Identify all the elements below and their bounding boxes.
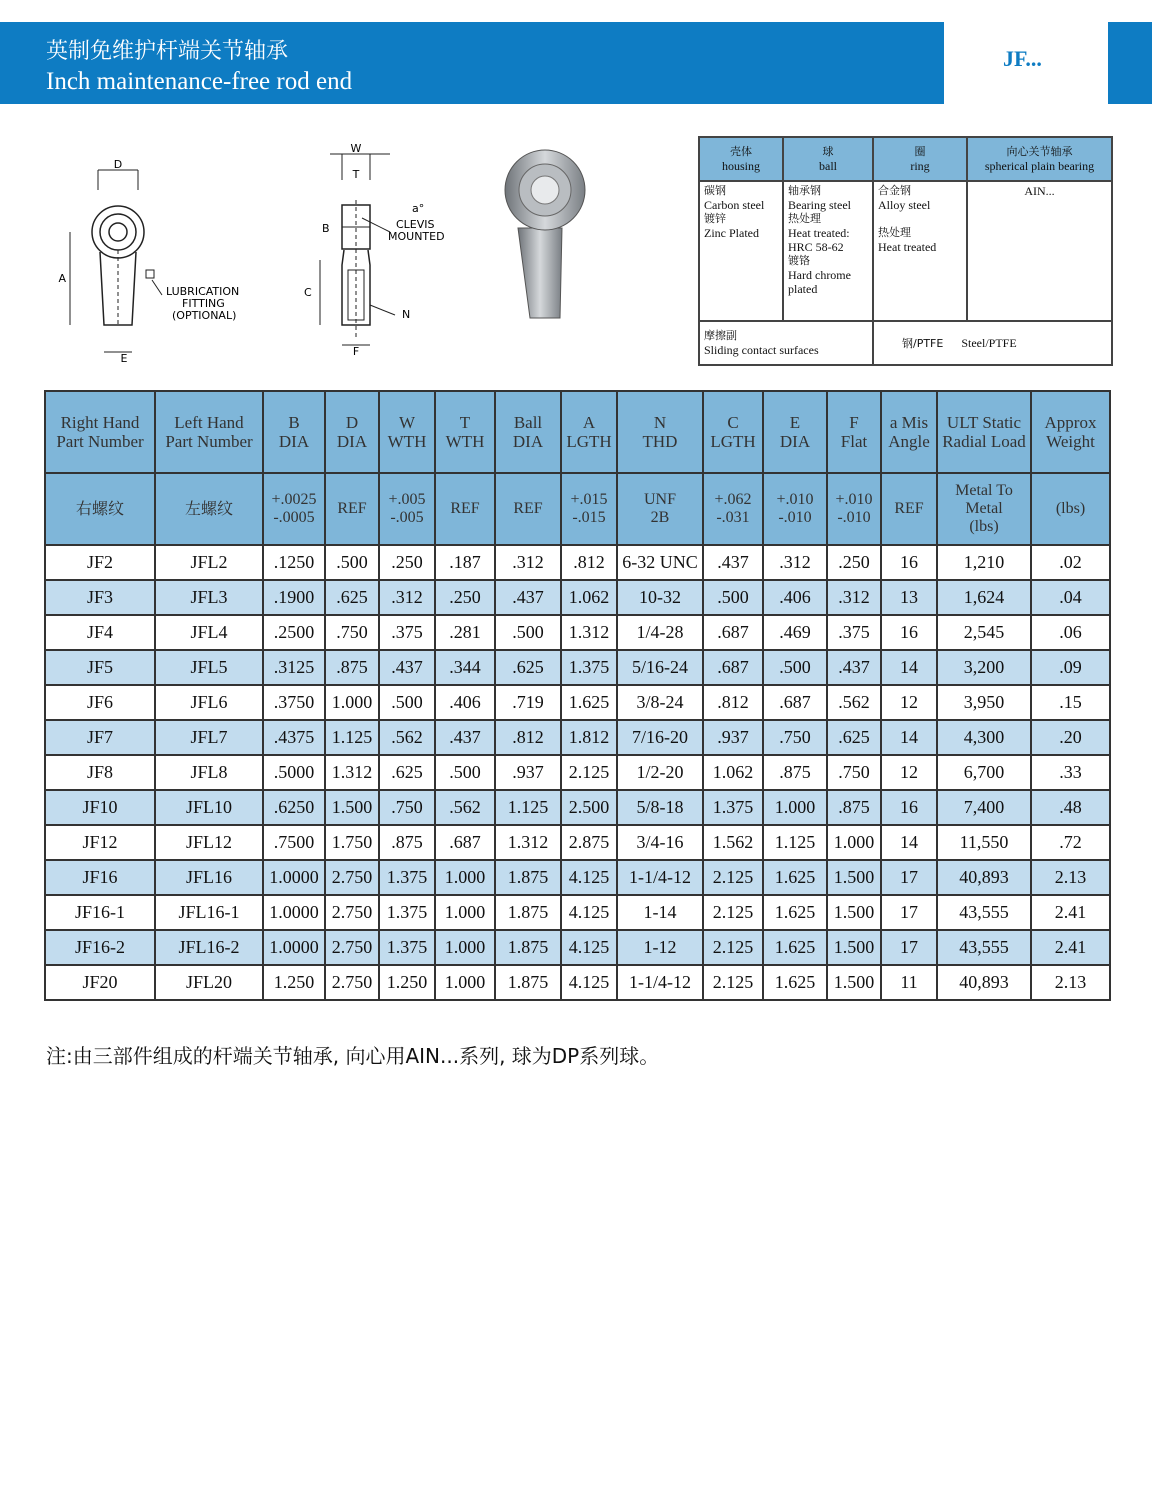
table-row [45, 545, 1110, 580]
table-cell: JFL16-2 [155, 930, 263, 965]
mat-housing-cell: 碳钢 Carbon steel 镀锌 Zinc Plated [699, 181, 783, 321]
table-cell: 12 [881, 755, 937, 790]
table-cell: 1.312 [495, 825, 561, 860]
lub-label-3: (OPTIONAL) [172, 309, 237, 322]
table-cell: JFL7 [155, 720, 263, 755]
materials-table [698, 136, 1113, 366]
table-cell: 2.13 [1031, 860, 1110, 895]
table-cell: 4.125 [561, 965, 617, 1000]
table-cell: 4.125 [561, 895, 617, 930]
table-cell: .812 [495, 720, 561, 755]
table-cell: JF2 [45, 545, 155, 580]
table-cell: 1.875 [495, 930, 561, 965]
table-cell: JFL16 [155, 860, 263, 895]
mat-bearing-cell: AIN... [967, 181, 1112, 321]
table-cell: JFL20 [155, 965, 263, 1000]
col-header-0: Right Hand Part Number [45, 391, 155, 473]
table-row [45, 650, 1110, 685]
table-cell: .437 [379, 650, 435, 685]
table-cell: 17 [881, 930, 937, 965]
table-cell: 17 [881, 895, 937, 930]
table-cell: JFL10 [155, 790, 263, 825]
table-cell: .500 [495, 615, 561, 650]
table-cell: 1.000 [435, 860, 495, 895]
table-cell: 1.0000 [263, 895, 325, 930]
table-cell: 1.875 [495, 895, 561, 930]
lub-label-2: FITTING [182, 297, 225, 310]
col-header-5: T WTH [435, 391, 495, 473]
table-cell: 5/16-24 [617, 650, 703, 685]
table-cell: .3750 [263, 685, 325, 720]
col-subheader-0: 右螺纹 [45, 473, 155, 545]
table-cell: .1900 [263, 580, 325, 615]
table-cell: .281 [435, 615, 495, 650]
table-cell: 4.125 [561, 860, 617, 895]
table-cell: .875 [763, 755, 827, 790]
table-cell: .750 [827, 755, 881, 790]
table-cell: 1.000 [827, 825, 881, 860]
table-cell: .1250 [263, 545, 325, 580]
mat-header-ring: 圈 ring [873, 137, 967, 181]
dim-angle-label: a° [412, 202, 425, 215]
table-cell: JF8 [45, 755, 155, 790]
col-header-13: ULT Static Radial Load [937, 391, 1031, 473]
table-cell: 2.750 [325, 860, 379, 895]
table-cell: 3/8-24 [617, 685, 703, 720]
table-cell: 1.000 [435, 965, 495, 1000]
table-cell: .875 [379, 825, 435, 860]
table-cell: 2.750 [325, 965, 379, 1000]
table-cell: JFL12 [155, 825, 263, 860]
table-row [45, 720, 1110, 755]
table-cell: 1.812 [561, 720, 617, 755]
clevis-label-1: CLEVIS [396, 218, 435, 231]
table-cell: .250 [379, 545, 435, 580]
col-header-11: F Flat [827, 391, 881, 473]
table-cell: .4375 [263, 720, 325, 755]
table-cell: .687 [763, 685, 827, 720]
table-cell: .500 [325, 545, 379, 580]
table-cell: 2.41 [1031, 930, 1110, 965]
table-cell: 11 [881, 965, 937, 1000]
table-cell: .719 [495, 685, 561, 720]
dim-w-label: W [350, 142, 362, 155]
table-cell: JF20 [45, 965, 155, 1000]
table-cell: 1.250 [379, 965, 435, 1000]
table-cell: 1.062 [703, 755, 763, 790]
col-header-9: C LGTH [703, 391, 763, 473]
table-cell: 1.625 [763, 895, 827, 930]
table-cell: 3,200 [937, 650, 1031, 685]
table-cell: 1.375 [379, 895, 435, 930]
table-cell: 16 [881, 790, 937, 825]
table-cell: 1.500 [827, 860, 881, 895]
table-cell: 14 [881, 720, 937, 755]
dim-f-label: F [352, 345, 360, 358]
table-cell: .625 [495, 650, 561, 685]
table-cell: JF3 [45, 580, 155, 615]
table-cell: .312 [379, 580, 435, 615]
col-subheader-5: REF [435, 473, 495, 545]
clevis-label-2: MOUNTED [388, 230, 445, 243]
dim-e-label: E [120, 352, 128, 365]
table-cell: 7/16-20 [617, 720, 703, 755]
table-cell: JFL8 [155, 755, 263, 790]
table-cell: .562 [435, 790, 495, 825]
table-cell: 1.375 [379, 930, 435, 965]
mat-header-bearing: 向心关节轴承 spherical plain bearing [967, 137, 1112, 181]
table-cell: 10-32 [617, 580, 703, 615]
dim-b-label: B [322, 222, 330, 235]
table-cell: .187 [435, 545, 495, 580]
table-cell: .02 [1031, 545, 1110, 580]
table-cell: 1.750 [325, 825, 379, 860]
table-cell: 1.375 [561, 650, 617, 685]
table-row [45, 895, 1110, 930]
table-cell: .875 [827, 790, 881, 825]
table-cell: .500 [703, 580, 763, 615]
table-row [45, 790, 1110, 825]
table-cell: 1.625 [763, 860, 827, 895]
table-cell: 1.500 [827, 965, 881, 1000]
table-row [45, 930, 1110, 965]
table-cell: JF6 [45, 685, 155, 720]
table-cell: .406 [435, 685, 495, 720]
table-cell: JFL2 [155, 545, 263, 580]
table-cell: 1.000 [435, 895, 495, 930]
table-cell: .687 [703, 650, 763, 685]
table-cell: .437 [827, 650, 881, 685]
table-cell: 40,893 [937, 860, 1031, 895]
table-cell: 14 [881, 650, 937, 685]
table-cell: 1-12 [617, 930, 703, 965]
col-subheader-6: REF [495, 473, 561, 545]
table-cell: .7500 [263, 825, 325, 860]
table-cell: 3/4-16 [617, 825, 703, 860]
table-row [45, 580, 1110, 615]
table-cell: .469 [763, 615, 827, 650]
table-cell: 16 [881, 545, 937, 580]
col-header-10: E DIA [763, 391, 827, 473]
table-cell: 1/4-28 [617, 615, 703, 650]
table-cell: .625 [827, 720, 881, 755]
table-cell: 1.000 [763, 790, 827, 825]
table-cell: .48 [1031, 790, 1110, 825]
table-cell: 16 [881, 615, 937, 650]
table-cell: 1.000 [435, 930, 495, 965]
table-cell: JFL3 [155, 580, 263, 615]
col-subheader-14: (lbs) [1031, 473, 1110, 545]
table-row [45, 860, 1110, 895]
table-cell: .20 [1031, 720, 1110, 755]
table-cell: JFL6 [155, 685, 263, 720]
table-cell: 2.125 [561, 755, 617, 790]
table-cell: .04 [1031, 580, 1110, 615]
table-cell: 4.125 [561, 930, 617, 965]
mat-ball-cell: 轴承钢 Bearing steel 热处理 Heat treated: HRC 58-62 镀铬 Hard chrome plated [783, 181, 873, 321]
table-cell: 17 [881, 860, 937, 895]
col-header-7: A LGTH [561, 391, 617, 473]
table-cell: 1.625 [561, 685, 617, 720]
mat-header-housing: 壳体 housing [699, 137, 783, 181]
col-subheader-3: REF [325, 473, 379, 545]
table-cell: 1.125 [763, 825, 827, 860]
table-cell: .625 [325, 580, 379, 615]
table-cell: .937 [703, 720, 763, 755]
table-cell: .500 [763, 650, 827, 685]
table-cell: .687 [435, 825, 495, 860]
table-row [45, 825, 1110, 860]
footnote: 注:由三部件组成的杆端关节轴承, 向心用AIN...系列, 球为DP系列球。 [46, 1044, 660, 1068]
table-cell: 2.125 [703, 965, 763, 1000]
table-cell: .6250 [263, 790, 325, 825]
table-cell: .15 [1031, 685, 1110, 720]
table-cell: 2,545 [937, 615, 1031, 650]
header-band [0, 22, 944, 104]
table-cell: 2.750 [325, 930, 379, 965]
technical-drawings [40, 140, 680, 370]
table-cell: 2.13 [1031, 965, 1110, 1000]
table-cell: 6-32 UNC [617, 545, 703, 580]
table-cell: 1.375 [379, 860, 435, 895]
table-cell: .750 [325, 615, 379, 650]
table-row [45, 685, 1110, 720]
table-cell: .687 [703, 615, 763, 650]
table-cell: 6,700 [937, 755, 1031, 790]
table-cell: JF12 [45, 825, 155, 860]
table-cell: .250 [435, 580, 495, 615]
col-header-6: Ball DIA [495, 391, 561, 473]
col-subheader-10: +.010 -.010 [763, 473, 827, 545]
table-cell: 43,555 [937, 930, 1031, 965]
dim-c-label: C [304, 286, 312, 299]
col-header-4: W WTH [379, 391, 435, 473]
table-cell: .812 [561, 545, 617, 580]
mat-sliding-label: 摩擦副 Sliding contact surfaces [699, 321, 873, 365]
table-cell: .250 [827, 545, 881, 580]
table-cell: 1.375 [703, 790, 763, 825]
table-cell: 1.062 [561, 580, 617, 615]
table-cell: JFL16-1 [155, 895, 263, 930]
table-cell: 1.000 [325, 685, 379, 720]
table-cell: 1.312 [561, 615, 617, 650]
dim-t-label: T [352, 168, 360, 181]
table-cell: 1-1/4-12 [617, 965, 703, 1000]
col-subheader-11: +.010 -.010 [827, 473, 881, 545]
col-subheader-8: UNF 2B [617, 473, 703, 545]
mat-sliding-value: 钢/PTFE Steel/PTFE [873, 321, 1112, 365]
table-cell: 2.750 [325, 895, 379, 930]
table-cell: .875 [325, 650, 379, 685]
table-cell: .500 [435, 755, 495, 790]
lub-label-1: LUBRICATION [166, 285, 240, 298]
col-subheader-1: 左螺纹 [155, 473, 263, 545]
table-cell: 1-1/4-12 [617, 860, 703, 895]
table-cell: .3125 [263, 650, 325, 685]
table-cell: .750 [379, 790, 435, 825]
table-cell: 1.875 [495, 965, 561, 1000]
table-cell: .750 [763, 720, 827, 755]
mat-header-ball: 球 ball [783, 137, 873, 181]
dim-a-label: A [58, 272, 66, 285]
table-cell: 14 [881, 825, 937, 860]
table-cell: 4,300 [937, 720, 1031, 755]
table-row [45, 965, 1110, 1000]
table-cell: 1.625 [763, 930, 827, 965]
table-cell: .344 [435, 650, 495, 685]
col-subheader-7: +.015 -.015 [561, 473, 617, 545]
table-cell: 1-14 [617, 895, 703, 930]
col-subheader-12: REF [881, 473, 937, 545]
table-cell: 1.500 [827, 895, 881, 930]
col-header-1: Left Hand Part Number [155, 391, 263, 473]
table-cell: 2.875 [561, 825, 617, 860]
table-cell: 1.0000 [263, 860, 325, 895]
col-subheader-13: Metal To Metal (lbs) [937, 473, 1031, 545]
table-cell: 1.500 [325, 790, 379, 825]
col-header-8: N THD [617, 391, 703, 473]
table-cell: JF16 [45, 860, 155, 895]
table-cell: .625 [379, 755, 435, 790]
table-cell: JF16-1 [45, 895, 155, 930]
side-view-drawing [320, 154, 395, 345]
table-cell: 1.250 [263, 965, 325, 1000]
table-cell: .437 [495, 580, 561, 615]
table-cell: .406 [763, 580, 827, 615]
table-cell: 2.41 [1031, 895, 1110, 930]
title-en: Inch maintenance-free rod end [46, 68, 353, 95]
col-header-2: B DIA [263, 391, 325, 473]
table-cell: 2.500 [561, 790, 617, 825]
table-cell: .375 [379, 615, 435, 650]
table-cell: 1.125 [325, 720, 379, 755]
front-view-drawing [70, 170, 162, 352]
table-cell: 1.500 [827, 930, 881, 965]
table-cell: .937 [495, 755, 561, 790]
table-cell: JF4 [45, 615, 155, 650]
table-cell: 40,893 [937, 965, 1031, 1000]
col-subheader-9: +.062 -.031 [703, 473, 763, 545]
table-cell: 12 [881, 685, 937, 720]
table-row [45, 615, 1110, 650]
table-cell: .72 [1031, 825, 1110, 860]
table-cell: .06 [1031, 615, 1110, 650]
table-cell: .312 [763, 545, 827, 580]
table-cell: .375 [827, 615, 881, 650]
table-cell: JFL5 [155, 650, 263, 685]
table-cell: JF5 [45, 650, 155, 685]
table-cell: 1.875 [495, 860, 561, 895]
table-cell: .33 [1031, 755, 1110, 790]
table-cell: 13 [881, 580, 937, 615]
col-header-14: Approx Weight [1031, 391, 1110, 473]
table-cell: .312 [827, 580, 881, 615]
table-cell: .562 [379, 720, 435, 755]
spec-table [44, 390, 1111, 1001]
table-cell: 1/2-20 [617, 755, 703, 790]
table-cell: 11,550 [937, 825, 1031, 860]
table-cell: 1.0000 [263, 930, 325, 965]
series-code: JF... [1003, 46, 1042, 71]
table-cell: 1,624 [937, 580, 1031, 615]
table-row [45, 755, 1110, 790]
table-cell: JF10 [45, 790, 155, 825]
table-cell: .437 [435, 720, 495, 755]
table-cell: .562 [827, 685, 881, 720]
col-header-3: D DIA [325, 391, 379, 473]
col-header-12: a Mis Angle [881, 391, 937, 473]
table-cell: 3,950 [937, 685, 1031, 720]
table-cell: .5000 [263, 755, 325, 790]
col-subheader-2: +.0025 -.0005 [263, 473, 325, 545]
table-cell: 5/8-18 [617, 790, 703, 825]
table-cell: 1.625 [763, 965, 827, 1000]
table-cell: 1,210 [937, 545, 1031, 580]
rod-end-photo [505, 150, 585, 318]
table-cell: .500 [379, 685, 435, 720]
table-cell: 2.125 [703, 930, 763, 965]
table-cell: 7,400 [937, 790, 1031, 825]
table-cell: .09 [1031, 650, 1110, 685]
table-cell: 2.125 [703, 895, 763, 930]
table-cell: 2.125 [703, 860, 763, 895]
table-cell: 1.125 [495, 790, 561, 825]
table-cell: .437 [703, 545, 763, 580]
table-cell: 1.312 [325, 755, 379, 790]
header-accent [1108, 22, 1152, 104]
title-cn: 英制免维护杆端关节轴承 [46, 39, 289, 64]
table-cell: JFL4 [155, 615, 263, 650]
col-subheader-4: +.005 -.005 [379, 473, 435, 545]
table-cell: .812 [703, 685, 763, 720]
table-cell: 1.562 [703, 825, 763, 860]
table-cell: JF16-2 [45, 930, 155, 965]
mat-ring-cell: 合金钢 Alloy steel 热处理 Heat treated [873, 181, 967, 321]
table-cell: JF7 [45, 720, 155, 755]
table-cell: 43,555 [937, 895, 1031, 930]
table-cell: .2500 [263, 615, 325, 650]
dim-d-label: D [113, 158, 123, 171]
table-cell: .312 [495, 545, 561, 580]
dim-n-label: N [402, 308, 411, 321]
